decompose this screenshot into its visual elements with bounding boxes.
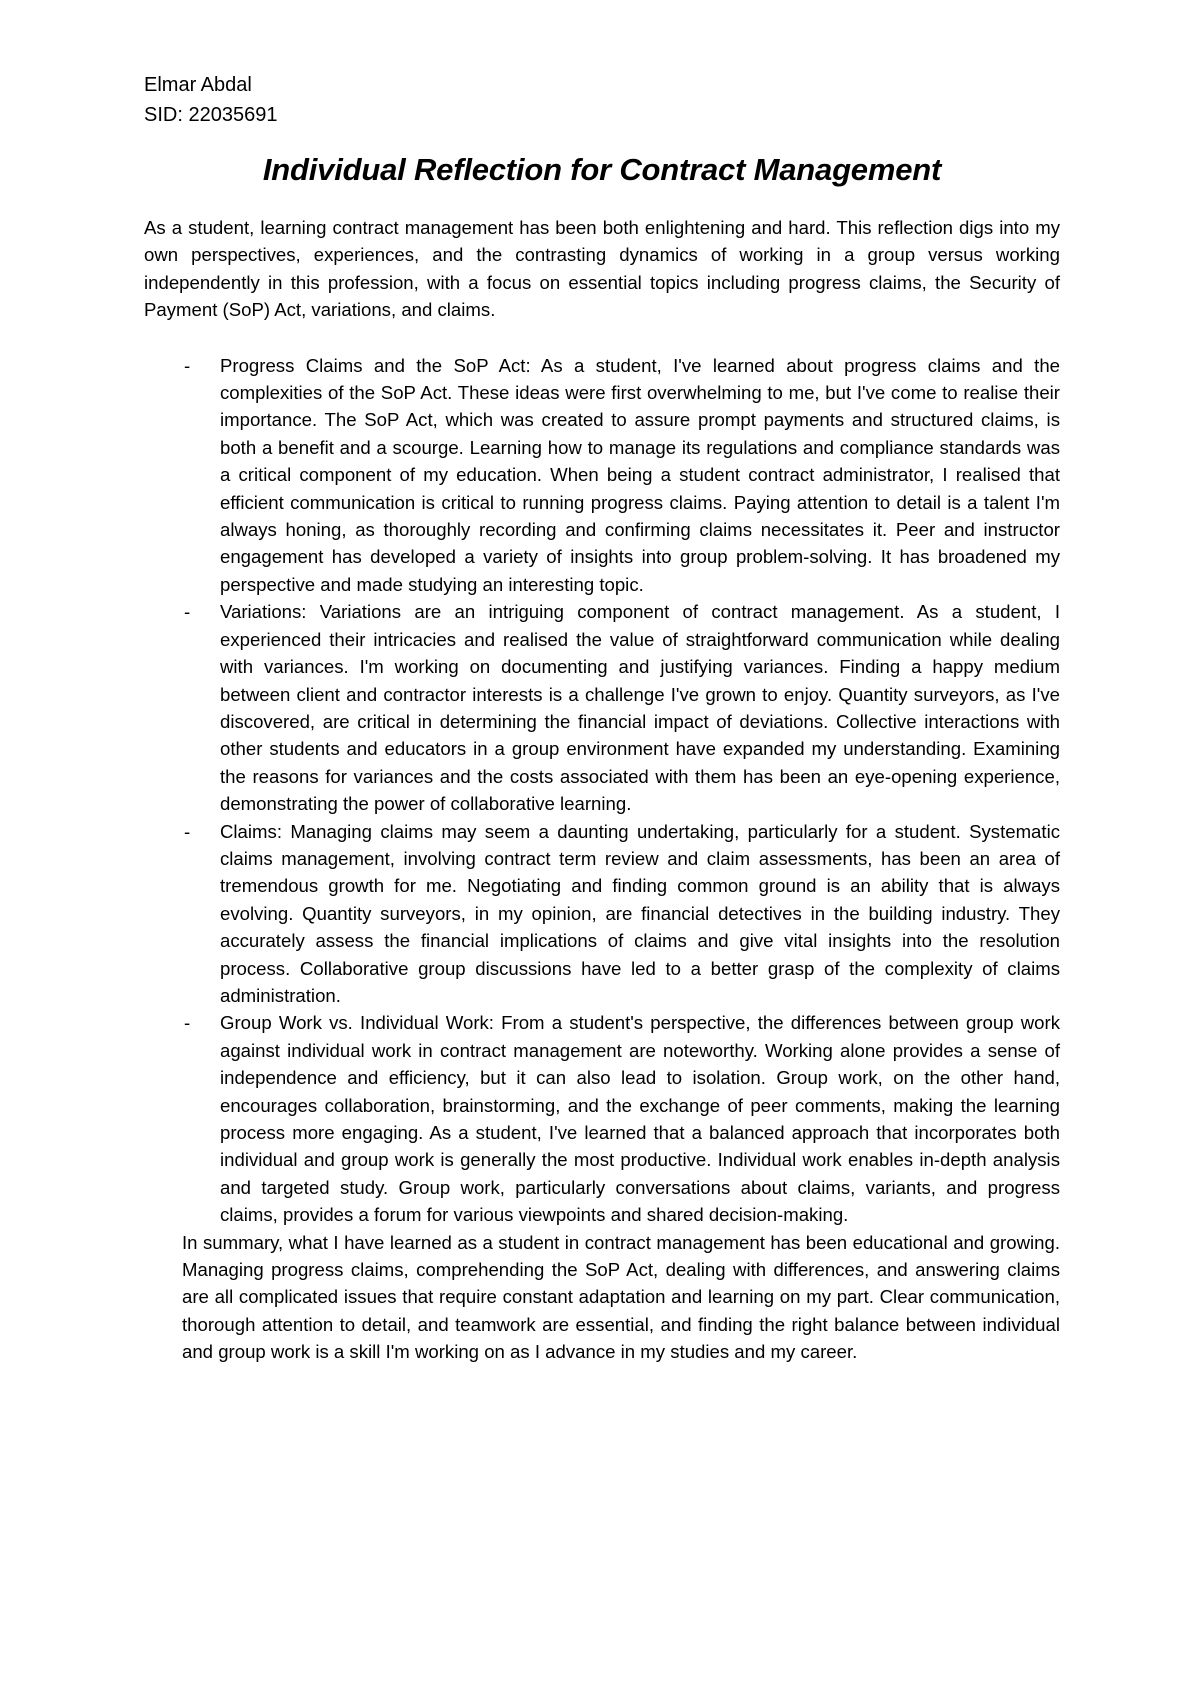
document-body: [144, 70, 1060, 1366]
list-item: [144, 818, 1060, 1010]
list-item: [144, 598, 1060, 817]
topic-list: [144, 352, 1060, 1229]
list-item-text: Progress Claims and the SoP Act: As a student, I've learned about progress claims and the complexities of the SoP Act. These ideas were first overwhelming to me, but I've come to realise their importance. The SoP Act, which was created to assure prompt payments and structured claims, is both a benefit and a scourge. Learning how to manage its regulations and compliance standards was a critical component of my education. When being a student contract administrator, I realised that efficient communication is critical to running progress claims. Paying attention to detail is a talent I'm always honing, as thoroughly recording and confirming claims necessitates it. Peer and instructor engagement has developed a variety of insights into group problem-solving. It has broadened my perspective and made studying an interesting topic.: [220, 354, 1060, 595]
bullet-dash: -: [184, 1012, 191, 1034]
list-item: [144, 1009, 1060, 1228]
author-name: Elmar Abdal: [144, 74, 252, 96]
bullet-dash: -: [184, 820, 191, 842]
document-title: Individual Reflection for Contract Management: [262, 152, 942, 187]
intro-paragraph: As a student, learning contract management has been both enlightening and hard. This reflection digs into my own perspectives, experiences, and the contrasting dynamics of working in a group versus working independently in this profession, with a focus on essential topics including progress claims, the Security of Payment (SoP) Act, variations, and claims.: [144, 217, 1060, 321]
bullet-dash: -: [184, 354, 191, 376]
list-item-text: Claims: Managing claims may seem a daunting undertaking, particularly for a student. Systematic claims management, involving contract term review and claim assessments, has been an area of tremendous growth for me. Negotiating and finding common ground is an ability that is always evolving. Quantity surveyors, in my opinion, are financial detectives in the building industry. They accurately assess the financial implications of claims and give vital insights into the resolution process. Collaborative group discussions have led to a better grasp of the complexity of claims administration.: [220, 820, 1060, 1006]
list-item-text: Group Work vs. Individual Work: From a student's perspective, the differences between group work against individual work in contract management are noteworthy. Working alone provides a sense of independence and efficiency, but it can also lead to isolation. Group work, on the other hand, encourages collaboration, brainstorming, and the exchange of peer comments, making the learning process more engaging. As a student, I've learned that a balanced approach that incorporates both individual and group work is generally the most productive. Individual work enables in-depth analysis and targeted study. Group work, particularly conversations about claims, variants, and progress claims, provides a forum for various viewpoints and shared decision-making.: [220, 1012, 1060, 1226]
list-item: [144, 352, 1060, 599]
bullet-dash: -: [184, 601, 191, 623]
list-item-text: Variations: Variations are an intriguing component of contract management. As a student, I experienced their intricacies and realised the value of straightforward communication while dealing with variances. I'm working on documenting and justifying variances. Finding a happy medium between client and contractor interests is a challenge I've grown to enjoy. Quantity surveyors, as I've discovered, are critical in determining the financial impact of deviations. Collective interactions with other students and educators in a group environment have expanded my understanding. Examining the reasons for variances and the costs associated with them has been an eye-opening experience, demonstrating the power of collaborative learning.: [220, 601, 1060, 815]
summary-paragraph: In summary, what I have learned as a student in contract management has been educational and growing. Managing progress claims, comprehending the SoP Act, dealing with differences, and answering claims are all complicated issues that require constant adaptation and learning on my part. Clear communication, thorough attention to detail, and teamwork are essential, and finding the right balance between individual and group work is a skill I'm working on as I advance in my studies and my career.: [182, 1231, 1060, 1363]
student-id: SID: 22035691: [144, 104, 278, 126]
